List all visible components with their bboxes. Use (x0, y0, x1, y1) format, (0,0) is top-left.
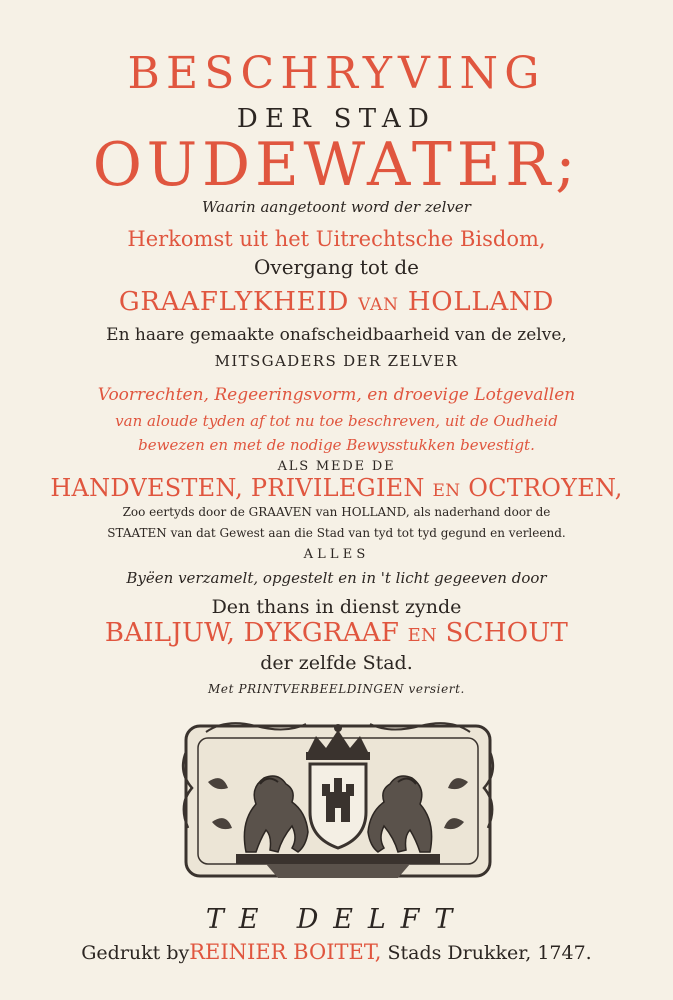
graaflykheid-word: GRAAFLYKHEID (118, 287, 350, 317)
bailjuw-line (0, 618, 673, 648)
handvesten-line (0, 474, 673, 502)
mitsgaders-line: MITSGADERS DER ZELVER (214, 352, 459, 370)
der-zelfde-stad-line: der zelfde Stad. (260, 652, 413, 674)
imprint-prefix: Gedrukt by (81, 942, 190, 964)
en-word-2: EN (407, 625, 438, 646)
zelve-line: En haare gemaakte onafscheidbaarheid van de zelve, (106, 325, 567, 345)
byeen-line: Byëen verzamelt, opgestelt en in 't licht gegeeven door (126, 569, 547, 587)
subtitle-line-1: Waarin aangetoont word der zelver (202, 198, 471, 216)
holland-word: HOLLAND (407, 287, 555, 317)
zoo-eertyds-line: Zoo eertyds door de GRAAVEN van HOLLAND, als naderhand door de (122, 505, 551, 519)
als-mede-line: ALS MEDE DE (277, 459, 396, 474)
printer-name: REINIER BOITET, (189, 940, 382, 964)
voorrechten-line-1: Voorrechten, Regeeringsvorm, en droevige Lotgevallen (97, 385, 576, 405)
handvesten-privilegien-words: HANDVESTEN, PRIVILEGIEN (50, 474, 425, 502)
schout-word: SCHOUT (445, 618, 569, 648)
graaflykheid-line (0, 287, 673, 317)
place-te-delft: TE DELFT (205, 904, 468, 935)
met-printverbeeldingen-line: Met PRINTVERBEELDINGEN versiert. (208, 682, 465, 696)
bailjuw-dykgraaf-words: BAILJUW, DYKGRAAF (104, 618, 400, 648)
subtitle-line-3: Overgang tot de (254, 255, 419, 279)
title-line-beschryving: BESCHRYVING (127, 48, 546, 99)
subtitle-line-2: Herkomst uit het Uitrechtsche Bisdom, (127, 227, 546, 251)
voorrechten-line-3: bewezen en met de nodige Bewysstukken bevestigt. (138, 436, 535, 454)
imprint-suffix: Stads Drukker, 1747. (387, 942, 592, 964)
title-line-der-stad: DER STAD (236, 104, 437, 134)
imprint-line (0, 940, 673, 964)
van-word: VAN (358, 295, 399, 315)
staaten-line: STAATEN van dat Gewest aan die Stad van tyd tot tyd gegund en verleend. (107, 526, 566, 540)
den-thans-line: Den thans in dienst zynde (211, 596, 462, 618)
coat-of-arms-lions-crown-icon (176, 712, 500, 892)
title-line-oudewater: OUDEWATER; (92, 130, 581, 200)
en-word: EN (432, 481, 461, 501)
alles-line: ALLES (303, 547, 370, 562)
octroyen-word: OCTROYEN, (468, 474, 623, 502)
voorrechten-line-2: van aloude tyden af tot nu toe beschreven, uit de Oudheid (115, 412, 558, 430)
